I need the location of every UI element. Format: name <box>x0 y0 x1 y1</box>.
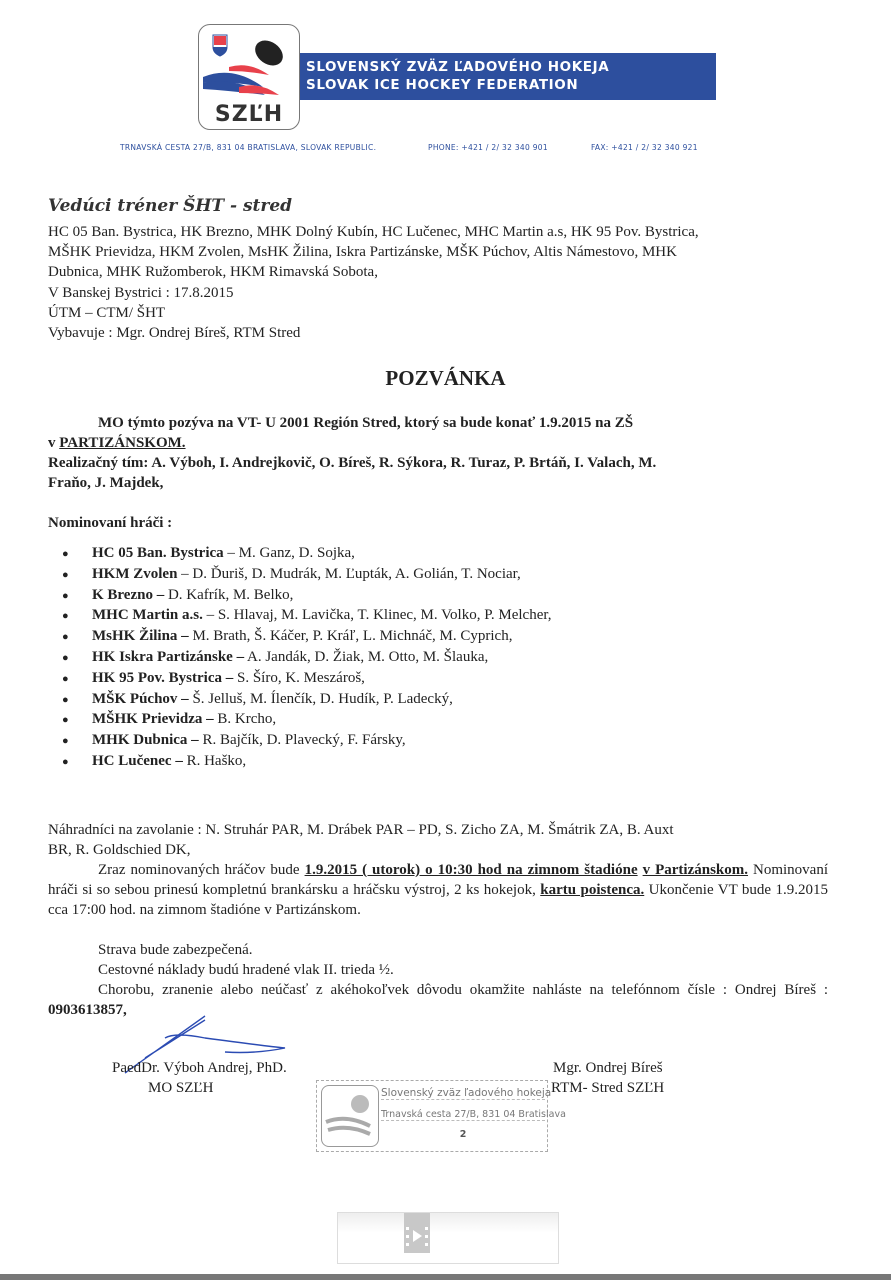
meeting-paragraph <box>48 860 828 920</box>
player-names: – D. Ďuriš, D. Mudrák, M. Ľupták, A. Golián, T. Nociar, <box>177 565 521 582</box>
player-names: – M. Ganz, D. Sojka, <box>223 545 355 561</box>
club-name: HK Iskra Partizánske – <box>92 648 245 665</box>
clubs-line-3: Dubnica, MHK Ružomberok, HKM Rimavská Sobota, <box>48 264 378 280</box>
official-stamp <box>316 1080 566 1152</box>
nominated-item <box>62 669 552 690</box>
meeting-where: v Partizánskom. <box>642 862 749 878</box>
place-date: V Banskej Bystrici : 17.8.2015 <box>48 285 234 301</box>
invitation-place: PARTIZÁNSKOM. <box>59 435 186 451</box>
clubs-line-2: MŠHK Prievidza, HKM Zvolen, MsHK Žilina, Iskra Partizánske, MŠK Púchov, Altis Námestovo, MHK <box>48 244 677 260</box>
film-play-icon <box>402 1213 432 1253</box>
handled-by: Vybavuje : Mgr. Ondrej Bíreš, RTM Stred <box>48 325 301 341</box>
nominated-item <box>62 627 552 648</box>
player-names: M. Brath, Š. Káčer, P. Kráľ, L. Michnáč, M. Cyprich, <box>188 628 513 645</box>
player-names: – S. Hlavaj, M. Lavička, T. Klinec, M. Volko, P. Melcher, <box>202 607 552 624</box>
nominated-item <box>62 606 552 627</box>
fax: FAX: +421 / 2/ 32 340 921 <box>591 143 698 152</box>
bullet-icon: ● <box>62 755 69 768</box>
letterhead-org-names <box>306 58 609 94</box>
nominated-item <box>62 710 552 731</box>
club-name: K Brezno – <box>92 586 165 603</box>
player-names: B. Krcho, <box>213 711 277 728</box>
player-names: A. Jandák, D. Žiak, M. Otto, M. Šlauka, <box>244 648 489 665</box>
meeting-equipment: Nominovaní hráči si so sebou prinesú kompletnú brankársku a hráčsku výstroj, 2 ks hokejok, <box>48 862 829 898</box>
bullet-icon: ● <box>62 672 69 685</box>
bullet-icon: ● <box>62 631 69 644</box>
nominated-item <box>62 544 552 565</box>
bullet-icon: ● <box>62 610 69 623</box>
contact-name: Ondrej Bíreš : <box>734 982 829 998</box>
meeting-when: 1.9.2015 ( utorok) o 10:30 hod na zimnom štadióne <box>304 862 638 878</box>
bullet-icon: ● <box>62 693 69 706</box>
player-names: R. Haško, <box>182 752 247 769</box>
bullet-icon: ● <box>62 568 69 581</box>
invitation-line-2 <box>48 433 186 453</box>
logo-text: SZĽH <box>214 102 284 127</box>
club-name: HK 95 Pov. Bystrica – <box>92 669 234 686</box>
nominated-item <box>62 648 552 669</box>
nominated-item <box>62 690 552 711</box>
phone: PHONE: +421 / 2/ 32 340 901 <box>428 143 548 152</box>
meeting-intro: Zraz nominovaných hráčov bude <box>98 862 305 878</box>
embedded-video-placeholder[interactable] <box>337 1212 559 1264</box>
team-members-1: A. Výboh, I. Andrejkovič, O. Bíreš, R. Sýkora, R. Turaz, P. Brtáň, I. Valach, M. <box>148 455 657 471</box>
club-name: MsHK Žilina – <box>92 628 189 645</box>
scan-bottom-edge <box>0 1274 891 1280</box>
club-name: HC 05 Ban. Bystrica <box>92 545 224 561</box>
department: ÚTM – CTM/ ŠHT <box>48 305 166 321</box>
illness-text: Chorobu, zranenie alebo neúčasť z akéhokoľvek dôvodu okamžite nahláste na telefónnom čísle : <box>98 982 728 998</box>
org-name-sk: SLOVENSKÝ ZVÄZ ĽADOVÉHO HOKEJA <box>306 59 610 75</box>
recipient-title: Vedúci tréner ŠHT - stred <box>48 196 293 216</box>
bullet-icon: ● <box>62 548 69 560</box>
club-name: HC Lučenec – <box>92 752 183 769</box>
org-name-en: SLOVAK ICE HOCKEY FEDERATION <box>306 77 579 93</box>
travel-note: Cestovné náklady budú hradené vlak II. trieda ½. <box>98 962 394 978</box>
bullet-icon: ● <box>62 651 69 664</box>
clubs-line-1: HC 05 Ban. Bystrica, HK Brezno, MHK Dolný Kubín, HC Lučenec, MHC Martin a.s, HK 95 Pov. Bystrica, <box>48 224 699 240</box>
player-names: D. Kafrík, M. Belko, <box>164 586 294 603</box>
team-line-2: Fraňo, J. Majdek, <box>48 475 164 491</box>
nominated-item <box>62 586 552 607</box>
nominated-list <box>62 544 552 773</box>
bullet-icon: ● <box>62 735 69 748</box>
nominated-item <box>62 565 552 586</box>
invitation-prefix: v <box>48 435 60 451</box>
address: TRNAVSKÁ CESTA 27/B, 831 04 BRATISLAVA, SLOVAK REPUBLIC. <box>120 143 377 152</box>
stamp-logo-icon <box>321 1085 379 1147</box>
club-name: MHK Dubnica – <box>92 732 199 749</box>
player-names: Š. Jelluš, M. Ílenčík, D. Hudík, P. Ladecký, <box>188 690 453 707</box>
right-signatory-name: Mgr. Ondrej Bíreš <box>553 1060 663 1076</box>
nominated-item <box>62 731 552 752</box>
meeting-end: Ukončenie VT bude 1.9.2015 cca 17:00 hod. na zimnom štadióne v Partizánskom. <box>48 882 828 918</box>
club-name: HKM Zvolen <box>92 565 178 582</box>
szlh-logo-icon <box>198 24 300 130</box>
team-line-1 <box>48 453 656 473</box>
stamp-number: 2 <box>459 1129 467 1140</box>
bullet-icon: ● <box>62 589 69 602</box>
club-name: MŠHK Prievidza – <box>92 711 214 728</box>
club-name: MHC Martin a.s. <box>92 607 203 624</box>
bullet-icon: ● <box>62 714 69 727</box>
document-title: POZVÁNKA <box>385 366 506 390</box>
substitutes-line-1: Náhradníci na zavolanie : N. Struhár PAR, M. Drábek PAR – PD, S. Zicho ZA, M. Šmátrik ZA, B. Auxt <box>48 822 674 838</box>
nominated-heading: Nominovaní hráči : <box>48 515 173 531</box>
player-names: R. Bajčík, D. Plavecký, F. Fársky, <box>198 732 406 749</box>
right-signatory-role: RTM- Stred SZĽH <box>551 1080 665 1096</box>
invitation-line-1: MO týmto pozýva na VT- U 2001 Región Stred, ktorý sa bude konať 1.9.2015 na ZŠ <box>98 415 634 431</box>
club-name: MŠK Púchov – <box>92 690 189 707</box>
team-label: Realizačný tím: <box>48 455 149 471</box>
insurance-card: kartu poistenca. <box>540 882 645 898</box>
left-signatory-name: PaedDr. Výboh Andrej, PhD. <box>112 1060 287 1076</box>
nominated-item <box>62 752 552 773</box>
contact-phone: 0903613857, <box>48 1002 127 1018</box>
player-names: S. Šíro, K. Meszároš, <box>233 669 365 686</box>
stamp-line-1: Slovenský zväz ľadového hokeja <box>381 1087 552 1099</box>
food-note: Strava bude zabezpečená. <box>98 942 253 958</box>
stamp-line-2: Trnavská cesta 27/B, 831 04 Bratislava <box>381 1109 566 1120</box>
left-signatory-role: MO SZĽH <box>148 1080 214 1096</box>
substitutes-line-2: BR, R. Goldschied DK, <box>48 842 191 858</box>
logo-graphic <box>199 25 299 105</box>
